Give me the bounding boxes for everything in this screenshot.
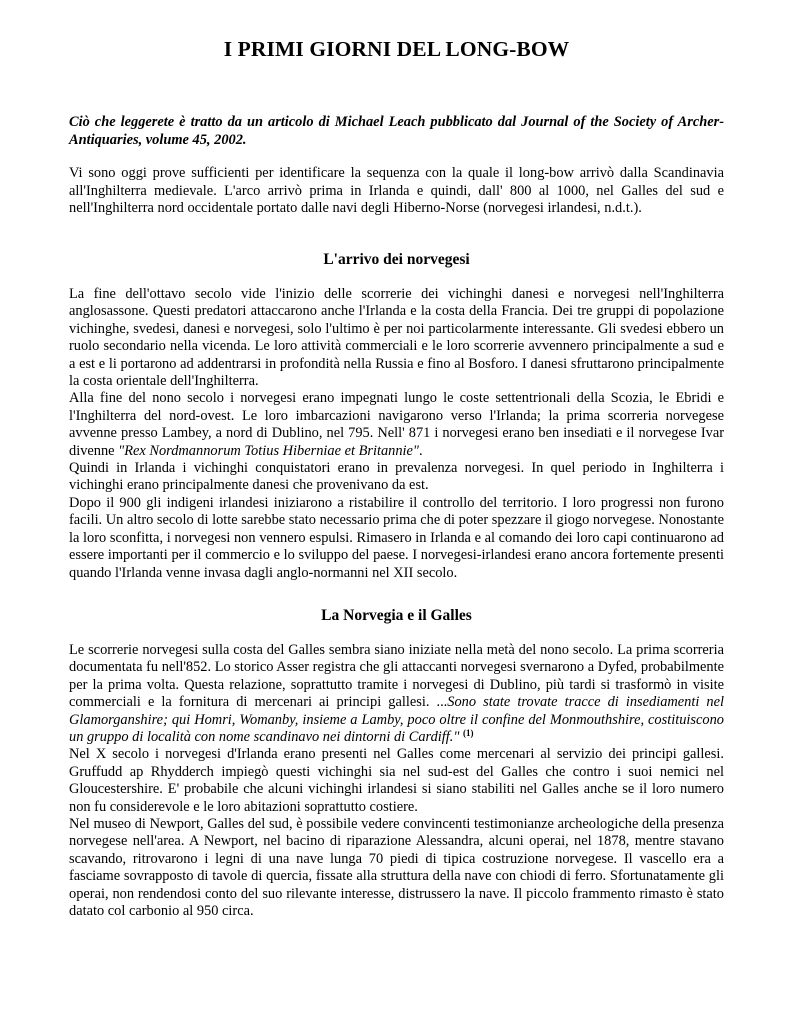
section-heading-wales: La Norvegia e il Galles: [321, 607, 472, 624]
paragraph: [69, 390, 724, 460]
lead-paragraph: Vi sono oggi prove sufficienti per identificare la sequenza con la quale il long-bow arrivò dalla Scandinavia all'Inghilterra medievale. L'arco arrivò prima in Irlanda e quindi, dall' 800 al 1000, nel Galles del sud e nell'Inghilterra nord occidentale portato dalle navi degli Hiberno-Norse (norvegesi irlandesi, n.d.t.).: [69, 165, 724, 217]
paragraph: Quindi in Irlanda i vichinghi conquistatori erano in prevalenza norvegesi. In quel periodo in Inghilterra i vichinghi erano principalmente danesi che provenivano da est.: [69, 460, 724, 494]
paragraph-end: .: [418, 442, 423, 459]
paragraph: [69, 642, 724, 746]
section-wales-body: [69, 642, 724, 921]
paragraph: Dopo il 900 gli indigeni irlandesi iniziarono a ristabilire il controllo del territorio. I loro progressi non furono facili. Un altro secolo di lotte sarebbe stato necessario prima che di poter spezzare il giogo norvegese. Nonostante la loro sconfitta, i norvegesi non vennero espulsi. Rimasero in Irlanda e al comando dei loro capi continuarono ad essere importanti per il commercio e lo sviluppo del paese. I norvegesi-irlandesi erano ancora fortemente presenti quando l'Irlanda venne invasa dagli anglo-normanni nel XII secolo.: [69, 494, 724, 581]
paragraph-text: Le scorrerie norvegesi sulla costa del Galles sembra siano iniziate nella metà del nono secolo. La prima scorreria documentata fu nell'852. Lo storico Asser registra che gli attaccanti norvegesi svernarono a Dyfed, probabilmente per la prima volta. Questa relazione, soprattutto tramite i norvegesi di Dublino, più tardi si trasformò in visite commerciali e la fornitura di mercenari ai principi gallesi. ...: [69, 642, 724, 711]
intro-note: Ciò che leggerete è tratto da un articolo di Michael Leach pubblicato dal Journal of the Society of Archer-Antiquaries, volume 45, 2002.: [69, 114, 724, 148]
quote-italic: "Rex Nordmannorum Totius Hiberniae et Britannie": [118, 442, 419, 459]
page-title: I PRIMI GIORNI DEL LONG-BOW: [223, 37, 570, 61]
paragraph: Nel X secolo i norvegesi d'Irlanda erano presenti nel Galles come mercenari al servizio dei principi gallesi. Gruffudd ap Rhydderch impiegò questi vichinghi sia nel sud-est del Galles che contro i suoi nemici nel Gloucestershire. E' probabile che alcuni vichinghi irlandesi si siano stabiliti nel Galles anche se il loro numero non fu considerevole e le loro abitazioni soprattutto costiere.: [69, 746, 724, 815]
footnote-marker: (1): [463, 728, 474, 739]
paragraph: La fine dell'ottavo secolo vide l'inizio delle scorrerie dei vichinghi danesi e norvegesi nell'Inghilterra anglosassone. Questi predatori attaccarono anche l'Irlanda e la costa della Francia. Dei tre gruppi di popolazione vichinghe, svedesi, danesi e norvegesi, solo l'ultimo è per noi particolarmente interessante. Gli svedesi ebbero un ruolo secondario nella vicenda. Le loro attività commerciali e le loro scorrerie avvennero principalmente a sud e a est e li portarono ad addentrarsi in profondità nella Russia e fino al Bosforo. I danesi sfruttarono principalmente la costa orientale dell'Inghilterra.: [69, 286, 724, 390]
paragraph: Nel museo di Newport, Galles del sud, è possibile vedere convincenti testimonianze archeologiche della presenza norvegese nell'area. A Newport, nel bacino di riparazione Alessandra, alcuni operai, nel 1878, mentre stavano scavando, ritrovarono i legni di una nave lunga 70 piedi di tipica costruzione norvegese. Il vascello era a fasciame sovrapposto di tavole di quercia, fissate alla struttura della nave con chiodi di ferro. Sfortunatamente gli operai, non rendendosi conto del suo rilevante interesse, distrussero la nave. Il piccolo frammento rimasto è stato datato col carbonio al 950 circa.: [69, 816, 724, 920]
section-heading-arrival: L'arrivo dei norvegesi: [323, 251, 470, 268]
quote-italic: Sono state trovate tracce di insediamenti nel Glamorganshire; qui Homri, Womanby, insieme a Lamby, poco oltre il confine del Monmouthshire, costituiscono un gruppo di località con nome scandinavo nei dintorni di Cardiff.": [69, 694, 724, 746]
paragraph-text: Alla fine del nono secolo i norvegesi erano impegnati lungo le coste settentrionali della Scozia, le Ebridi e l'Inghilterra del nord-ovest. Le loro imbarcazioni navigarono verso l'Irlanda; la prima scorreria norvegese avvenne presso Lambey, a nord di Dublino, nel 795. Nell' 871 i norvegesi erano ben insediati e il norvegese Ivar divenne: [69, 390, 724, 459]
section-arrival-body: [69, 286, 724, 582]
